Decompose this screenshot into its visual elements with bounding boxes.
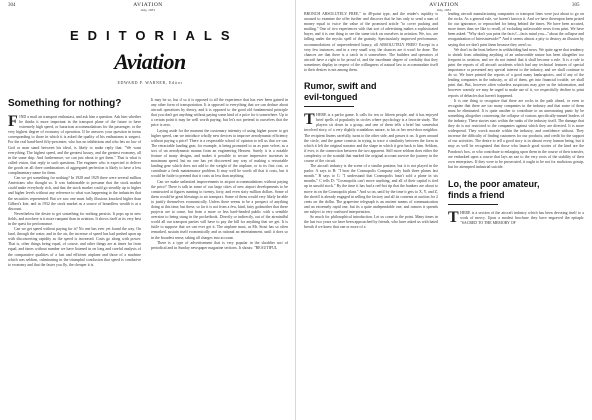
- section-title: EDITORIALS: [70, 28, 239, 43]
- right-column-2: [448, 12, 584, 416]
- masthead-logo: Aviation: [114, 49, 186, 74]
- paragraph: There is a type of advertisement that is very popular in the shoddier sort of periodical and in Sunday newspaper magazine sections. It shouts: "BEAUTIFUL: [151, 240, 288, 250]
- page-number-right: 305: [572, 3, 580, 8]
- right-page: [296, 0, 592, 420]
- paragraph: The aircraft industry is the scene of a similar pastime, but it is not played in the parlor. A says to B: "I hear the Cosmopolis Company only built three planes last month." B says to C: "I understand that Cosmopolis hasn't sold a plane in six months." C tells D: "Cosmopolis can't move anything, and all of their capital is tied up in unsold stock." By the time it has had a red-hot tip that the bankers are about to move in on the Cosmopolis plant." And so on, until by the time it gets to X, Y, and Z, the sheriff is already engaged in selling the factory and all its contents at auction for 2 cents on the dollar. The grapevine telegraph is an ancient means of communication and an extremely rapid one, but its a quite undependable one, and rumors it spreads are subject to very confused interpretation.: [304, 164, 438, 214]
- paragraph: Can we make unlimited improvements in airport accommodations without paying the price? There is talk in some of our large cities of new airport developments to be constructed at figures running to twenty, forty, and even sixty million dollars. Some of them would be great blessings to air transport. Some of them would very likely be able to justify themselves economically. Unless there seems to be a prospect of anything doing at this time, but these, so far it is not from a few, kind, fairy godmother that these projects are to come, but from a more or less hard-headed public with a sensible aversion to being stung in the pocketbook. Directly or indirectly, out of the airmindful world all our transport parties will have to pay the bill for anything that we get. It is futile to suppose that we can ever get it. The airplane must, as Mr. Stout has so often remarked, sustain itself economically and as rational an entertainment, until it does so in the broadest sense, taking all charges into account.: [151, 179, 288, 240]
- paragraph: Can we get something for nothing? In 1928 and 1929 there were several million Americans who thought so. It was fashionable to presume that the stock market could make everybody rich, and that the stock market could go steadily up to higher and higher levels without any reference to what was happening to the industries that the securities represented. But we saw one must fully illusions knocked higher than Gilbert's kite, and in 1932 the stock market as a source of boundless wealth is at a discount.: [8, 176, 141, 211]
- paragraph-1: [8, 115, 141, 176]
- running-head-right: [414, 2, 474, 12]
- amateur-heading-line-1: Lo, the poor amateur,: [448, 178, 540, 189]
- paragraph: BRONCH ABSOLUTELY FREE," in 48-point type, and the reader's cupidity is aroused to examine the offer further and discover that he has only to send a sum of money equal to twice the value of the promised article "to cover packing and mailing." One of two experiences with that sort of advertising makes a sophisticated buyer, and it is one thing to see the same trick on ourselves in aviation. We, too, are falling under the mystic spell of the gratuity. Spectacularly improved performance, accommodations of unprecedented luxury, all ABSOLUTELY FREE? Except in a very few instances, and in a very small way, the chances are it won't be done. The chances are that there is a catch in it somewhere. The builders and operators of aircraft have a right to be proud of, and the inordinate degree of credulity that they sometimes display in respect of the willingness of natural law to accommodate itself to their desires is not among them.: [304, 12, 438, 73]
- paragraph: [304, 113, 438, 164]
- paragraph: So much for philosophical introduction. Let us come to the point. Many times in the last two years we have been approached by friends, who have asked us with bated breath if we knew that one or more of a: [304, 215, 438, 230]
- amateur-paragraph-1-text: HERE is a section of the aircraft industry which has been devoting itself to a work of mercy. Upon a modest brochure they have engraved the epitaph: "SACRED TO THE MEMORY OF: [460, 210, 584, 226]
- paragraph: [448, 208, 584, 226]
- right-column-1: [304, 12, 438, 416]
- drop-cap: T: [448, 208, 459, 226]
- left-column-2: [151, 98, 288, 416]
- running-head-title: AVIATION: [429, 2, 459, 8]
- editor-credit: EDWARD P. WARNER, Editor: [117, 80, 183, 85]
- heading-rule: [304, 106, 354, 107]
- running-head-left: [118, 2, 178, 12]
- paragraph: It is one thing to recognize that there are rocks in the path ahead, or even to recognize that there are too many companies in the industry and that some of them must be eliminated. It is quite another to contribute to an unreasoning panic by be something altogether concerning the collapse of various specifically-named leaders of the industry. These stories start within the ranks of the industry itself. The damage that they do is not restricted to the companies against which they are directed. It is more widespread. They wreck morale within the industry, and confidence without. They increase the difficulty of finding customers for our products, and credit for the support of our activities. The desire to tell a good story is in almost every human being, but it may as well be recognized that those who launch good stories of the kind are the Pandora's box, or who contribute to enlarging upon them in the course of their transfer, are embarked upon a course that lays an axe to the very roots of the stability of their own enterprises. If they were to be prosecuted, it ought to be not for malicious gossip, but for attempted industrial suicide.: [448, 98, 584, 169]
- paragraph-1-text: IND a mail air transport enthusiast, and ask him a question. Ask him whether he thinks it more important in the transport plane of the future to have extremely high speed, or luxurious accommodations for the passenger, or the very highest degree of economy of operation. If he answers your question in terms corresponding to those in which it is asked the quality of his enthusiasm is suspect. For the real hand-bred fifty-percenter, who has no inhibitions and who lets no law of God or man stand between his ideal, is likely to make reply that: "We want everything. The highest speed, and the greatest luxury, and the greatest economy, all in the same ship. And furthermore, we can just about to get them." That is what is called vision, that reply to such questions. The engineer who is expected to deliver the goods on all three combinations of aggregated perfection is likely to have a less complimentary name for them.: [8, 115, 141, 176]
- page-number-left: 304: [8, 3, 16, 8]
- rumor-heading: [304, 81, 438, 103]
- editorial-heading: Something for nothing?: [8, 98, 122, 109]
- paragraph: Can we get speed without paying for it? No one has ever yet found the way. On land, through the water, and in the air, the increase of speed has had pushed upon up with disconcerting rapidity as the speed is increased. Costs go along with power. That is, other things being equal, of course, and other things are at times far from equal, and times without number we have listened in on long and careful analysis of the comparative qualities of a fast and efficient airplane and those of a machine which was seldom, culminating in the triumphal conclusion that speed is conducive to economy and that the faster you fly, the cheaper it is.: [8, 227, 141, 267]
- running-head-title: AVIATION: [133, 2, 163, 8]
- paragraph: Nevertheless the desire to get something for nothing persists. It pops up in new fields, and nowhere is it more rampant than in aviation. It shows itself at its very best in the quest for performance.: [8, 211, 141, 226]
- drop-cap: F: [8, 113, 18, 130]
- paragraph: We don't in the least believe in withholding bad news. We quite agree that tendency to shrink from admitting anything of an unfavorable nature has been altogether too frequent in aviation, and we do not intend that it shall become a rule. It is a rule to print the reports of all aircraft accidents which had any technical features of special importance or presented any special interest to the industry, and we shall continue to do so. We have printed the reports of a good many bankruptcies, and if any of the leading companies in the industry, or all of them, get into financial trouble, we shall print that. But, however often valueless suspicions may give us the information, and however warmly we may be urged to make use of it, we respectfully decline to print reports of debacles that haven't happened.: [448, 47, 584, 98]
- amateur-heading: [448, 179, 584, 201]
- rumor-paragraph-1-text: HERE is a parlor game. It calls for ten or fifteen people, and it has enjoyed brief spells of popularity in circles where psychology is a favorite study. The players sit down in a group, and one of them tells a brief but somewhat involved story, of a very slightly scandalous nature, to his or her next-door neighbor. The recipient listens carefully, turns to the other side, and passes it on. It goes around the circle, and the game consists in trying to trace a similarity between the form in which it left the original narrator and the shape in which it gets back to him. Seldom, if ever, is the connection between the two apparent. Still more seldom does either the complexity or the scandal that marked the original account survive the journey in the course of the circuit.: [304, 113, 438, 163]
- rumor-heading-line-2: evil-tongued: [304, 92, 358, 103]
- heading-rule: [448, 204, 498, 205]
- paragraph: It may be so, but if so it is opposed to all the experience that has ever been gained in any other form of transportation. It is opposed to everything that we can deduce about aircraft operations by theory, and it is opposed to the good old fundamental principle that you don't get anything without paying some kind of a price for it somewhere. Up to a certain point it may be well worth paying, but let's not pretend to ourselves that the price is zero.: [151, 98, 288, 128]
- rumor-heading-line-1: Rumor, swift and: [304, 81, 377, 92]
- drop-cap: T: [304, 111, 315, 129]
- amateur-heading-line-2: finds a friend: [448, 189, 505, 200]
- paragraph: leading aircraft manufacturing companies or transport lines were just about to go on the rocks. As a general rule, we haven't known it. And we have thereupon been prized for our ignorance, or reproached for being behind the times. We have been accused, more times than we like to recall, of excluding unfavorable news from print. We have been asked: "Why don't you print the facts?—facts mind you—"about the collapse and reorganization of Interstatewide?" And it seems almost a pity to destroy an illusion by saying that we don't print them because they aren't so.: [448, 12, 584, 47]
- left-column-1: [8, 98, 141, 416]
- running-head-date: July, 1931: [436, 8, 452, 12]
- paragraph: Laying aside for the moment the customary intensity of using higher power to get higher speed, can we introduce wholly new devices to improve aerodynamic efficiency without paying a price? There is a respectable school of opinion to tell us that we can. The retractable landing gear, for example, is being promoted to us as pure velvet, as a sort of un aerodynamic manna from an engineering Heaven. Surely it is a notable feature of many designs, and makes it possible to secure impressive increases in maximum speed, but no one has yet discovered any way of making a retractable landing gear which does not add to the weight of the airplane, or to its first cost, or contribute a fresh maintenance problem. It may well be worth all that it costs, but it would be futile to pretend that it costs us less than anything.: [151, 128, 288, 179]
- running-head-date: July, 1931: [140, 8, 156, 12]
